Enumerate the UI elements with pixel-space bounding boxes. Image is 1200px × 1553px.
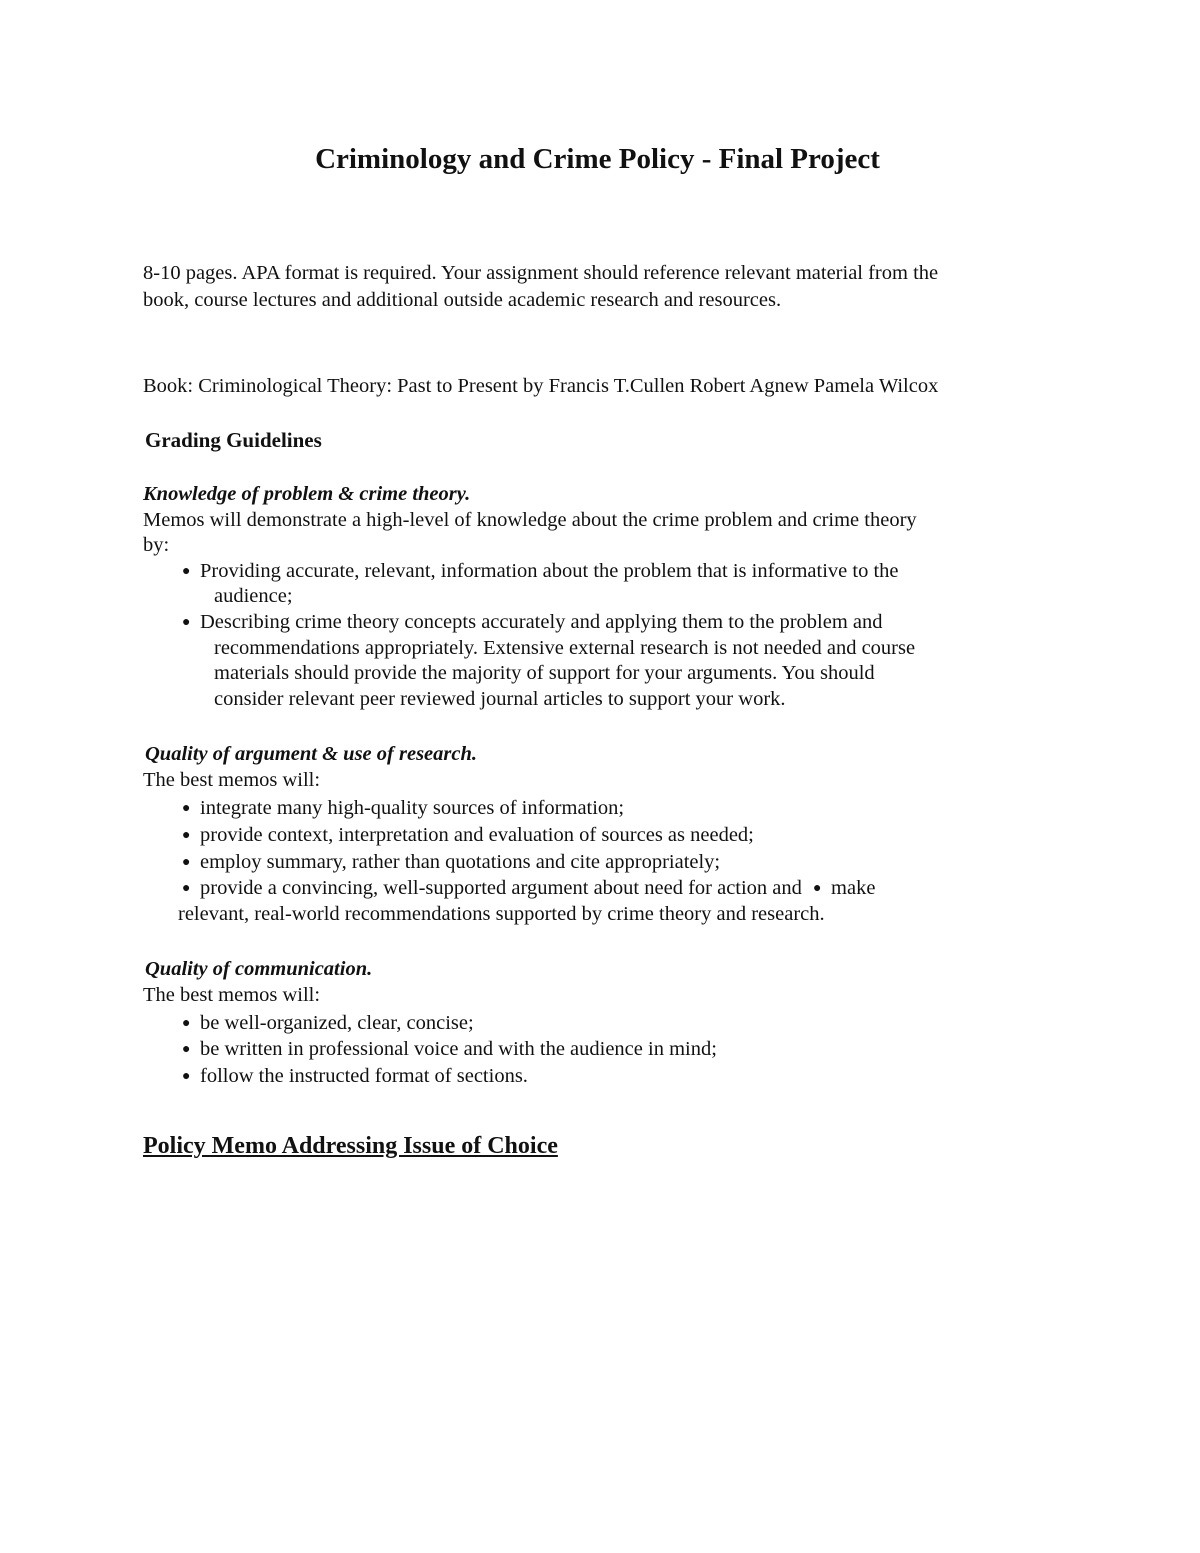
bullet-icon: ● [182, 1016, 191, 1031]
grading-guidelines-heading: Grading Guidelines [145, 428, 322, 452]
section-intro: The best memos will: [143, 984, 321, 1006]
policy-memo-heading: Policy Memo Addressing Issue of Choice [143, 1133, 558, 1159]
section-heading-argument: Quality of argument & use of research. [145, 743, 477, 765]
bullet-continuation: materials should provide the majority of support for your arguments. You should [214, 662, 875, 684]
bullet-icon: ● [182, 881, 191, 896]
bullet-icon: ● [182, 564, 191, 579]
bullet-icon: ● [182, 1042, 191, 1057]
book-reference: Book: Criminological Theory: Past to Present by Francis T.Cullen Robert Agnew Pamela Wilcox [143, 375, 939, 397]
intro-line: 8-10 pages. APA format is required. Your assignment should reference relevant material from the [143, 262, 939, 284]
bullet-item: ● provide context, interpretation and evaluation of sources as needed; [182, 822, 754, 849]
section-intro: by: [143, 534, 170, 556]
intro-line: book, course lectures and additional outside academic research and resources. [143, 289, 782, 311]
bullet-icon: ● [182, 801, 191, 816]
bullet-icon: ● [182, 1069, 191, 1084]
bullet-icon: ● [182, 828, 191, 843]
bullet-continuation: relevant, real-world recommendations supported by crime theory and research. [178, 903, 825, 925]
bullet-item: ● provide a convincing, well-supported argument about need for action and ● make [182, 875, 875, 902]
bullet-item: ● Providing accurate, relevant, information about the problem that is informative to the [182, 558, 899, 585]
bullet-item: ● be well-organized, clear, concise; [182, 1010, 474, 1037]
bullet-item: ● integrate many high-quality sources of information; [182, 795, 624, 822]
section-heading-knowledge: Knowledge of problem & crime theory. [143, 483, 471, 505]
bullet-continuation: audience; [214, 585, 293, 607]
bullet-icon: ● [813, 881, 822, 896]
bullet-item: ● employ summary, rather than quotations and cite appropriately; [182, 849, 720, 876]
section-intro: The best memos will: [143, 769, 321, 791]
bullet-continuation: recommendations appropriately. Extensive external research is not needed and course [214, 637, 916, 659]
bullet-icon: ● [182, 615, 191, 630]
bullet-item: ● Describing crime theory concepts accurately and applying them to the problem and [182, 609, 883, 636]
bullet-icon: ● [182, 855, 191, 870]
section-intro: Memos will demonstrate a high-level of knowledge about the crime problem and crime theory [143, 509, 917, 531]
page-title: Criminology and Crime Policy - Final Project [315, 143, 880, 175]
bullet-item: ● follow the instructed format of sections. [182, 1063, 528, 1090]
section-heading-communication: Quality of communication. [145, 958, 373, 980]
bullet-continuation: consider relevant peer reviewed journal articles to support your work. [214, 688, 786, 710]
bullet-item: ● be written in professional voice and with the audience in mind; [182, 1036, 717, 1063]
